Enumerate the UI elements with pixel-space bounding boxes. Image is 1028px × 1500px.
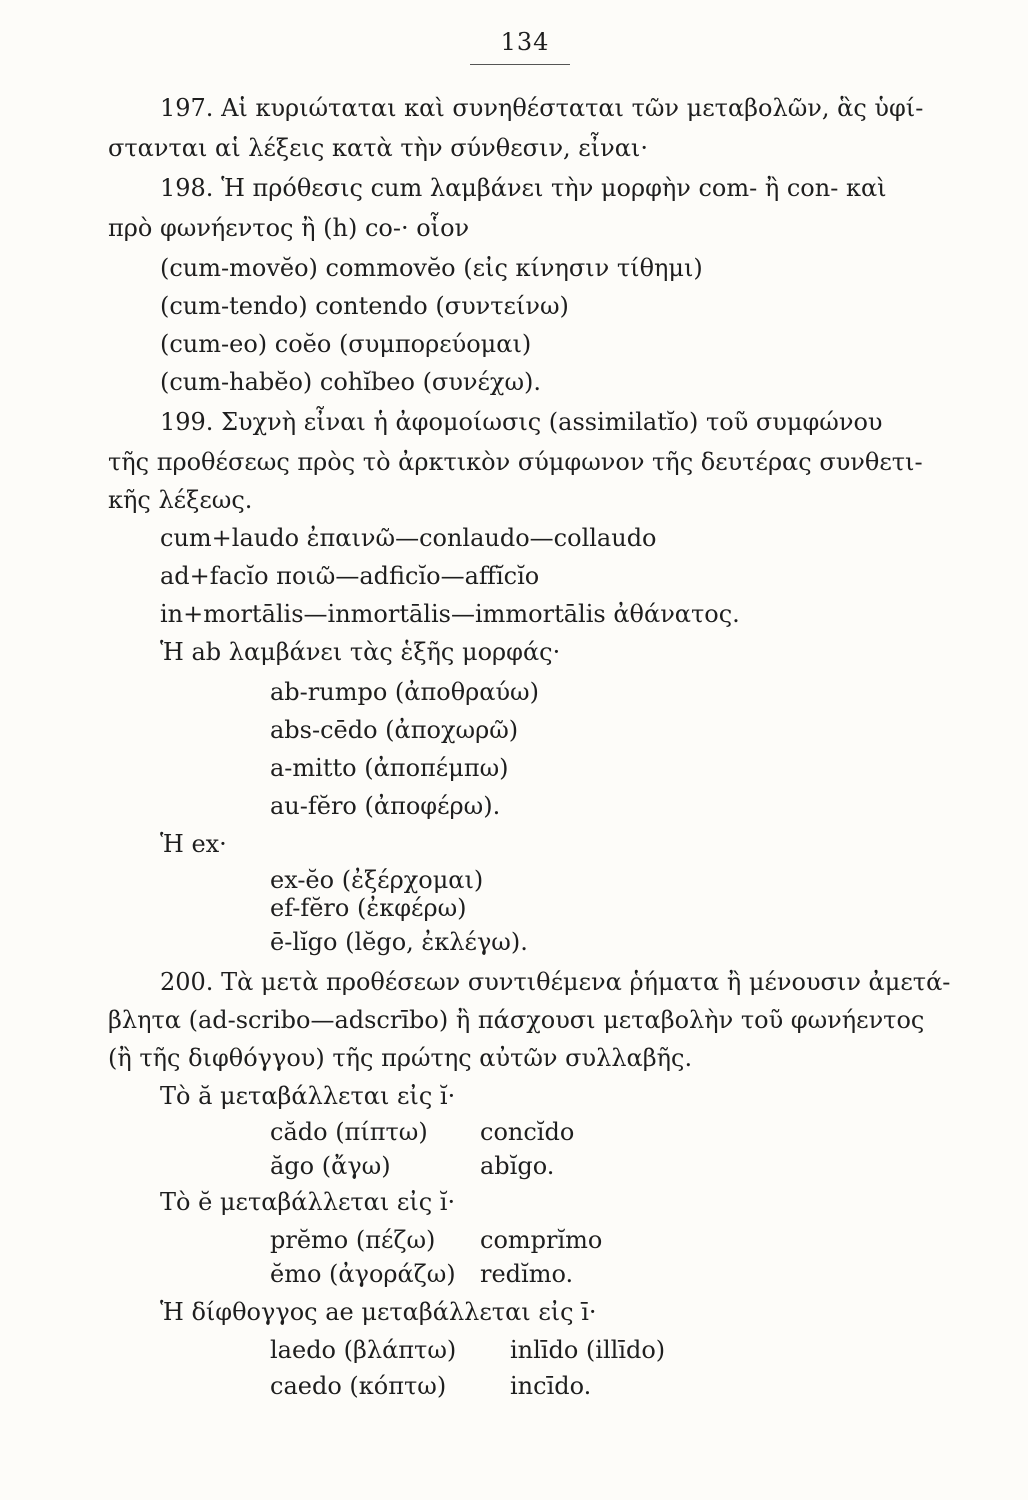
text-line: 197. Αἱ κυριώταται καὶ συνηθέσταται τῶν μεταβολῶν, ἃς ὑφί- — [160, 94, 924, 122]
text-line: Ἡ δίφθογγος ae μεταβάλλεται εἰς ī· — [160, 1298, 597, 1326]
text-line: inlīdo (illīdo) — [510, 1336, 666, 1364]
text-line: incīdo. — [510, 1372, 592, 1400]
text-line: (cum-eo) coĕo (συμπορεύομαι) — [160, 330, 532, 358]
text-line: cum+laudo ἐπαινῶ—conlaudo—collaudo — [160, 524, 657, 552]
text-line: ex-ĕo (ἐξέρχομαι) — [270, 866, 484, 894]
text-line: 199. Συχνὴ εἶναι ἡ ἀφομοίωσις (assimilatĭo) τοῦ συμφώνου — [160, 408, 883, 436]
text-line: (ἢ τῆς διφθόγγου) τῆς πρώτης αὐτῶν συλλαβῆς. — [108, 1044, 693, 1072]
text-line: Τὸ ă μεταβάλλεται εἰς ĭ· — [160, 1082, 456, 1110]
text-line: (cum-movĕo) commovĕo (εἰς κίνησιν τίθημι) — [160, 254, 703, 282]
text-line: abs-cēdo (ἀποχωρῶ) — [270, 716, 519, 744]
text-line: (cum-habĕo) cohĭbeo (συνέχω). — [160, 368, 542, 396]
page-number: 134 — [500, 28, 550, 56]
text-line: ef-fĕro (ἐκφέρω) — [270, 894, 467, 922]
text-line: ē-lĭgo (lĕgo, ἐκλέγω). — [270, 928, 528, 956]
text-line: 200. Τὰ μετὰ προθέσεων συντιθέμενα ῥήματα ἢ μένουσιν ἀμετά- — [160, 968, 951, 996]
text-line: in+mortālis—inmortālis—immortālis ἀθάνατος. — [160, 600, 740, 628]
text-line: τῆς προθέσεως πρὸς τὸ ἀρκτικὸν σύμφωνον τῆς δευτέρας συνθετι- — [108, 448, 923, 476]
text-line: redĭmo. — [480, 1260, 574, 1288]
text-line: 198. Ἡ πρόθεσις cum λαμβάνει τὴν μορφὴν com- ἢ con- καὶ — [160, 174, 887, 202]
text-line: ab-rumpo (ἀποθραύω) — [270, 678, 539, 706]
text-line: prĕmo (πέζω) — [270, 1226, 436, 1254]
text-line: κῆς λέξεως. — [108, 486, 253, 514]
text-line: πρὸ φωνήεντος ἢ (h) co-· οἷον — [108, 214, 470, 242]
page-number-rule — [470, 64, 570, 65]
text-line: (cum-tendo) contendo (συντείνω) — [160, 292, 569, 320]
text-line: concĭdo — [480, 1118, 575, 1146]
text-line: comprĭmo — [480, 1226, 603, 1254]
text-line: abĭgo. — [480, 1152, 555, 1180]
text-line: au-fĕro (ἀποφέρω). — [270, 792, 501, 820]
text-line: Ἡ ex· — [160, 830, 227, 858]
text-line: βλητα (ad-scribo—adscrībo) ἢ πάσχουσι μεταβολὴν τοῦ φωνήεντος — [108, 1006, 925, 1034]
text-line: laedo (βλάπτω) — [270, 1336, 457, 1364]
text-line: ad+facĭo ποιῶ—adficĭo—affĭcĭo — [160, 562, 540, 590]
text-line: cădo (πίπτω) — [270, 1118, 428, 1146]
text-line: Τὸ ĕ μεταβάλλεται εἰς ĭ· — [160, 1188, 456, 1216]
text-line: Ἡ ab λαμβάνει τὰς ἑξῆς μορφάς· — [160, 638, 561, 666]
text-line: ăgo (ἄγω) — [270, 1152, 391, 1180]
text-line: a-mitto (ἀποπέμπω) — [270, 754, 509, 782]
text-line: στανται αἱ λέξεις κατὰ τὴν σύνθεσιν, εἶναι· — [108, 134, 648, 162]
text-line: ĕmo (ἀγοράζω) — [270, 1260, 456, 1288]
text-line: caedo (κόπτω) — [270, 1372, 447, 1400]
